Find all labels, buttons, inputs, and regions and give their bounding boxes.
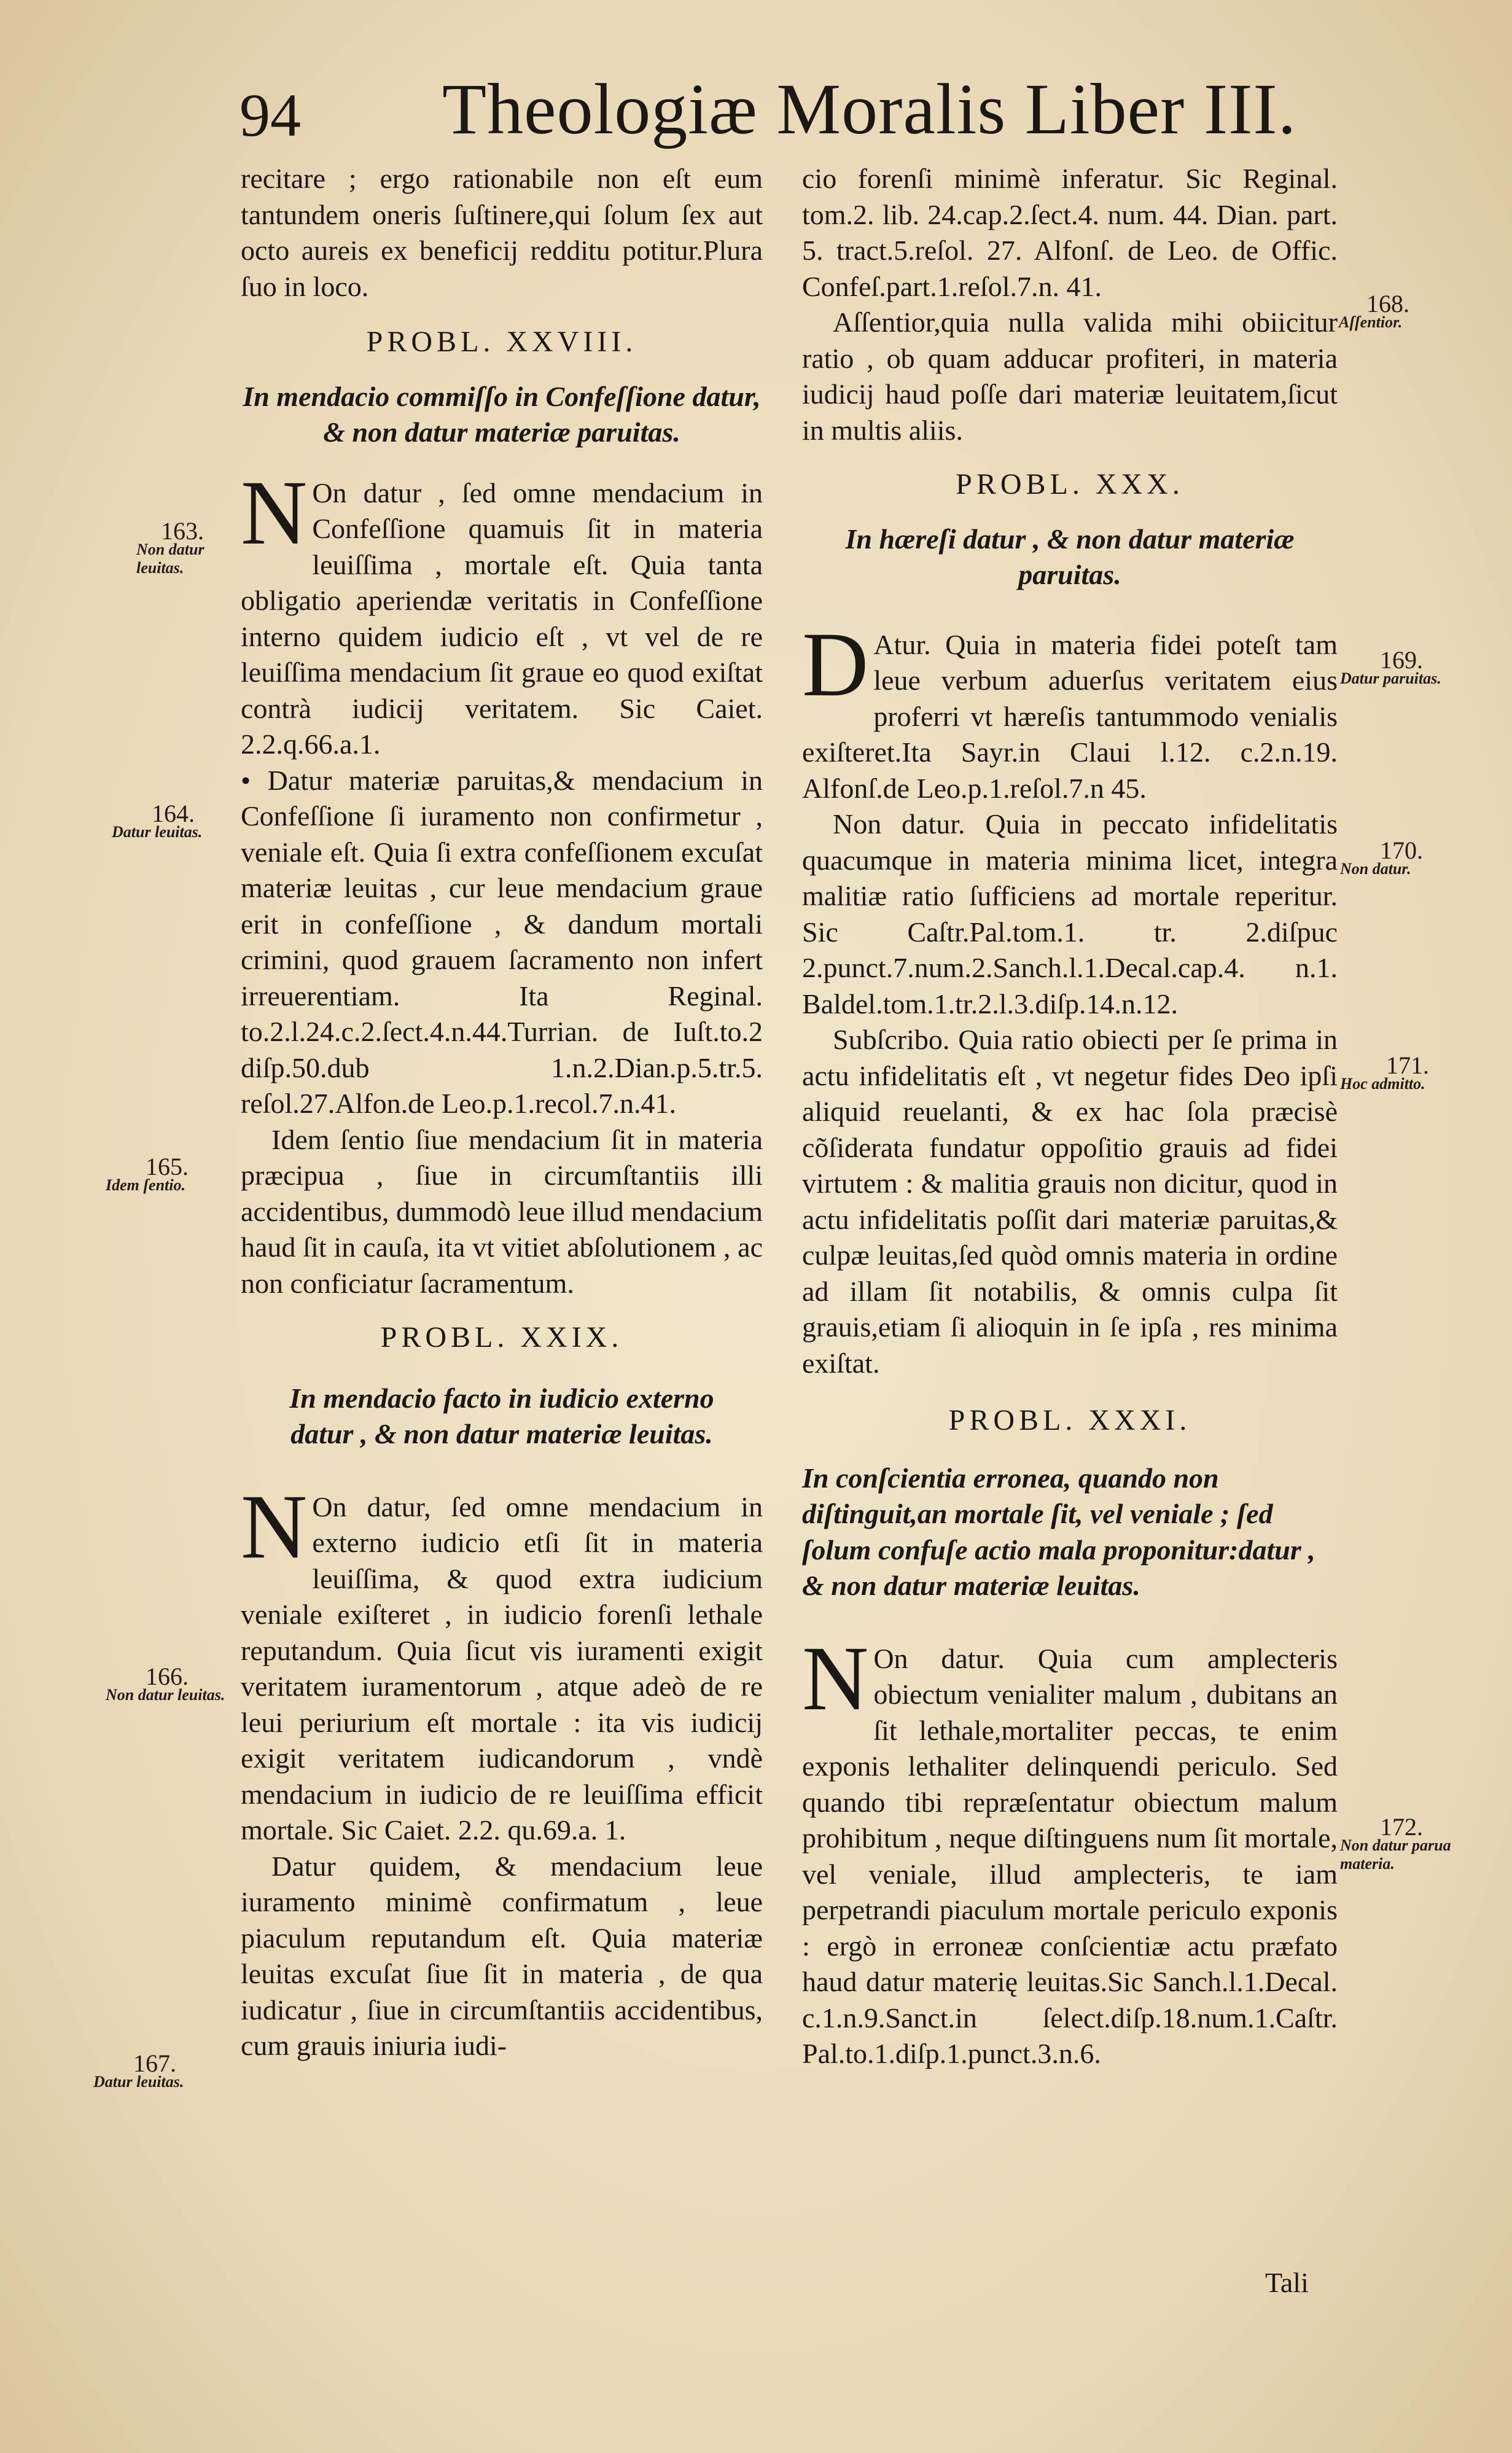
margin-note-172: 172. Non datur parua materia. — [1340, 1813, 1451, 1873]
paragraph-172-text: On datur. Quia cum amplecteris obiectum venialiter malum , dubitans an ſit lethale,mortaliter peccas, te enim exponis lethaliter delinquendi periculo. Sed quando tibi repræſentatur obiectum malum prohibitum , neque diſtinguens num ſit mortale, vel veniale, illud amplecteris, te iam perpetrandi piaculum mortale periculo exponis : ergò in erroneæ conſcientiæ actu præfato haud datur materię leuitas.Sic Sanch.l.1.Decal. c.1.n.9.Sanct.in ſelect.diſp.18.num.1.Caſtr. Pal.to.1.diſp.1.punct.3.n.6. — [802, 1642, 1338, 2069]
problem-30-heading: In hæreſi datur , & non datur materiæ paruitas. — [845, 523, 1295, 590]
paragraph-169-text: Atur. Quia in materia fidei poteſt tam leue verbum aduerſus veritatem eius proferri vt hæreſis tantummodo venialis exiſteret.Ita Sayr.in Claui l.12. c.2.n.19. Alfonſ.de Leo.p.1.reſol.7.n 45. — [802, 628, 1338, 804]
running-title: Theologiæ Moralis Liber III. — [442, 69, 1297, 149]
page-header — [240, 68, 1297, 160]
paragraph-163 — [241, 461, 763, 763]
right-intro: cio forenſi minimè inferatur. Sic Reginal. tom.2. lib. 24.cap.2.ſect.4. num. 44. Dian. part. 5. tract.5.reſol. 27. Alfonſ. de Leo. de Offic. Confeſ.part.1.reſol.7.n. 41. — [802, 163, 1338, 302]
margin-note-166: 166. Non datur leuitas. — [106, 1663, 225, 1704]
drop-cap: N — [802, 1627, 869, 1730]
paragraph-170: Non datur. Quia in peccato infidelitatis quacumque in materia minima licet, integra malitiæ ratio ſufficiens ad mortale reperitur. Sic Caſtr.Pal.tom.1. tr. 2.diſpuc 2.punct.7.num.2.Sanch.l.1.Decal.cap.4. n.1. Baldel.tom.1.tr.2.l.3.diſp.14.n.12. — [802, 808, 1338, 1020]
paragraph-163-text: On datur , ſed omne mendacium in Confeſſione quamuis ſit in materia leuiſſima , mortale eſt. Quia tanta obligatio aperiendæ veritatis in Confeſſione interno quidem iudicio eſt , vt vel de re leuiſſima mendacium ſit graue eo quod exiſtat contrà iudicij veritatem. Sic Caiet. 2.2.q.66.a.1. — [241, 477, 763, 760]
problem-31-title: PROBL. XXXI. — [948, 1404, 1191, 1437]
paragraph-166-text: On datur, ſed omne mendacium in externo iudicio etſi ſit in materia leuiſſima, & quod extra iudicium veniale exiſteret , in iudicio forenſi lethale reputandum. Quia ſicut vis iuramenti exigit veritatem iuramentorum , atque adeò de re leui periurium eſt mortale : ita vis iudicij exigit veritatem iudicandorum , vndè mendacium in iudicio de re leuiſſima efficit mortale. Sic Caiet. 2.2. qu.69.a. 1. — [241, 1491, 763, 1846]
margin-note-171: 171. Hoc admitto. — [1340, 1051, 1429, 1093]
drop-cap: D — [802, 613, 869, 716]
drop-cap: N — [241, 461, 308, 564]
left-intro: recitare ; ergo rationabile non eſt eum tantundem oneris ſuſtinere,qui ſolum ſex aut octo aureis ex beneficij redditu potitur.Plura ſuo in loco. — [241, 163, 763, 302]
paragraph-164: • Datur materiæ paruitas,& mendacium in Confeſſione ſi iuramento non confirmetur , veniale eſt. Quia ſi extra confeſſionem excuſat materiæ leuitas , cur leue mendacium graue erit in confeſſione , & dandum mortali crimini, quod grauem ſacramento non infert irreuerentiam. Ita Reginal. to.2.l.24.c.2.ſect.4.n.44.Turrian. de Iuſt.to.2 diſp.50.dub 1.n.2.Dian.p.5.tr.5. reſol.27.Alfon.de Leo.p.1.recol.7.n.41. — [241, 764, 763, 1119]
problem-30-title: PROBL. XXX. — [956, 468, 1184, 501]
problem-28-heading: In mendacio commiſſo in Confeſſione datur, & non datur materiæ paruitas. — [243, 380, 761, 448]
margin-note-167: 167. Datur leuitas. — [93, 2049, 184, 2091]
paragraph-168: Aſſentior,quia nulla valida mihi obiicitur ratio , ob quam adducar profiteri, in materia iudicij haud poſſe dari materiæ leuitatem,ſicut in multis aliis. — [802, 306, 1338, 446]
margin-note-168: 168. Aſſentior. — [1339, 290, 1409, 331]
margin-note-165: 165. Idem ſentio. — [106, 1153, 189, 1194]
problem-29-heading: In mendacio facto in iudicio externo datur , & non datur materiæ leuitas. — [289, 1382, 714, 1449]
left-column — [241, 161, 763, 2064]
catchword: Tali — [1265, 2267, 1309, 2298]
paragraph-167: Datur quidem, & mendacium leue iuramento minimè confirmatum , leue piaculum reputandum eſt. Quia materiæ leuitas excuſat ſiue ſit in materia , de qua iudicatur , ſiue in circumſtantiis accidentibus, cum grauis iniuria iudi- — [241, 1850, 763, 2061]
drop-cap: N — [241, 1475, 308, 1578]
margin-note-170: 170. Non datur. — [1340, 837, 1423, 878]
margin-note-163: 163. Non datur leuitas. — [136, 517, 205, 577]
paragraph-172 — [802, 1627, 1338, 2072]
right-column — [802, 161, 1338, 2072]
margin-note-169: 169. Datur paruitas. — [1340, 646, 1441, 687]
paragraph-166 — [241, 1475, 763, 1849]
paragraph-165: Idem ſentio ſiue mendacium ſit in materia præcipua , ſiue in circumſtantiis illi accidentibus, dummodò leue illud mendacium haud ſit in cauſa, ita vt vitiet abſolutionem , ac non conficiatur ſacramentum. — [241, 1123, 763, 1299]
problem-31-heading: In conſcientia erronea, quando non diſtinguit,an mortale ſit, vel veniale ; ſed ſolum confuſe actio mala proponitur:datur , & non datur materiæ leuitas. — [802, 1462, 1315, 1601]
page-number: 94 — [240, 81, 301, 149]
problem-29-title: PROBL. XXIX. — [380, 1321, 623, 1354]
paragraph-171: Subſcribo. Quia ratio obiecti per ſe prima in actu infidelitatis eſt , vt negetur fides Deo ipſi aliquid reuelanti, & ex hac ſola præcisè cõſiderata fundatur oppoſitio grauis ad fidei virtutem : & malitia grauis non dicitur, quod in actu infidelitatis poſſit dari materiæ paruitas,& culpæ leuitas,ſed quòd omnis materia in ordine ad illam ſit notabilis, & omnis culpa ſit grauis,etiam ſi alioquin in ſe ipſa , res minima exiſtat. — [802, 1024, 1338, 1379]
problem-28-title: PROBL. XXVIII. — [366, 326, 637, 358]
margin-note-164: 164. Datur leuitas. — [112, 800, 203, 841]
paragraph-169 — [802, 613, 1338, 807]
